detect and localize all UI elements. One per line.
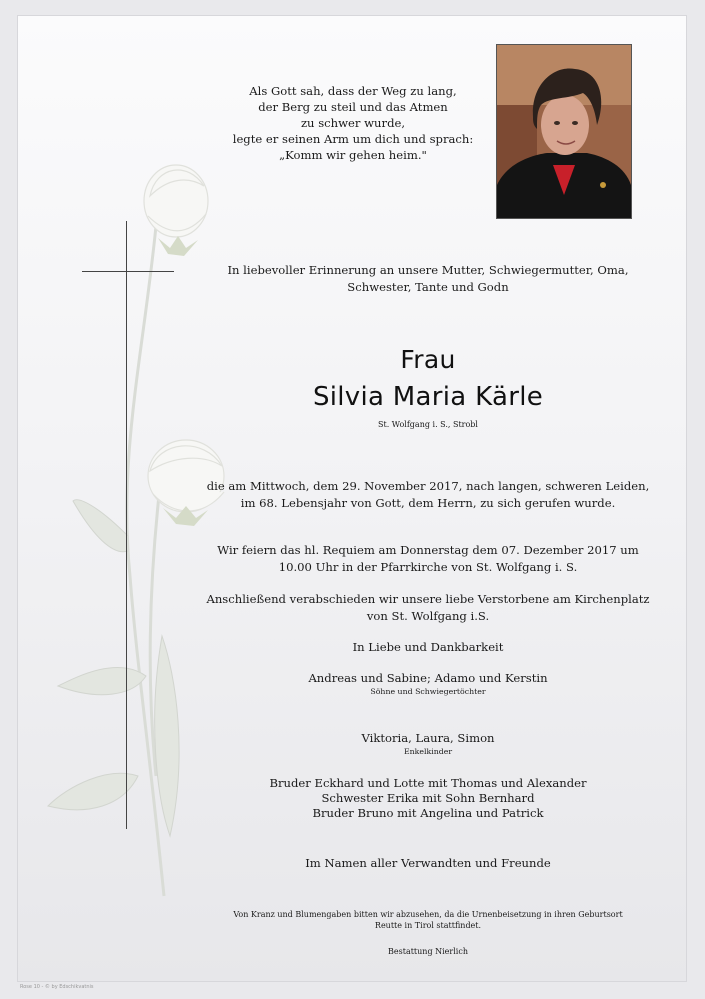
dedication: [198, 262, 658, 296]
memorial-cross: [82, 221, 174, 829]
cross-horizontal-bar: [82, 271, 174, 272]
mourner-relation: Enkelkinder: [403, 747, 453, 756]
dedication-line: In liebevoller Erinnerung an unsere Mutter, Schwiegermutter, Oma,: [227, 263, 629, 277]
requiem-line: 10.00 Uhr in der Pfarrkirche von St. Wolfgang i. S.: [278, 560, 578, 574]
mourner-names: Andreas und Sabine; Adamo und Kerstin: [308, 671, 548, 685]
death-notice-line: die am Mittwoch, dem 29. November 2017, nach langen, schweren Leiden,: [206, 479, 650, 493]
mourner-names: Schwester Erika mit Sohn Bernhard: [321, 791, 535, 805]
poem-line: Als Gott sah, dass der Weg zu lang,: [249, 84, 457, 98]
dedication-line: Schwester, Tante und Godn: [347, 280, 509, 294]
poem-line: zu schwer wurde,: [300, 116, 406, 130]
flower-notice-line: Reutte in Tirol stattfindet.: [374, 921, 482, 930]
mourners-siblings: [194, 776, 662, 821]
deceased-name: Silvia Maria Kärle: [312, 382, 544, 412]
cross-vertical-bar: [126, 221, 127, 829]
closing-line: Im Namen aller Verwandten und Freunde: [305, 856, 551, 870]
farewell-line: von St. Wolfgang i.S.: [366, 609, 490, 623]
farewell-info: [194, 591, 662, 625]
flower-notice: [178, 909, 678, 931]
mourner-relation: Söhne und Schwiegertöchter: [370, 687, 486, 696]
love-line: In Liebe und Dankbarkeit: [352, 640, 504, 654]
funeral-home: Bestattung Nierlich: [388, 947, 468, 956]
salutation: Frau: [400, 345, 456, 374]
flower-notice-line: Von Kranz und Blumengaben bitten wir abzusehen, da die Urnenbeisetzung in ihren Geburtsort: [233, 910, 623, 919]
image-credit: Rose 10 - © by Edschikvatnis: [20, 984, 94, 990]
mourners-grandchildren: [194, 731, 662, 757]
mourners-sons: [194, 671, 662, 697]
mourner-names: Bruder Bruno mit Angelina und Patrick: [312, 806, 544, 820]
obituary-sheet: [18, 16, 686, 981]
memorial-poem: [218, 83, 488, 163]
poem-line: legte er seinen Arm um dich und sprach:: [232, 132, 474, 146]
mourner-names: Viktoria, Laura, Simon: [361, 731, 495, 745]
portrait-photo: [496, 44, 632, 219]
poem-line: der Berg zu steil und das Atmen: [258, 100, 448, 114]
farewell-line: Anschließend verabschieden wir unsere liebe Verstorbene am Kirchenplatz: [206, 592, 650, 606]
death-notice-line: im 68. Lebensjahr von Gott, dem Herrn, zu sich gerufen wurde.: [240, 496, 616, 510]
poem-line: „Komm wir gehen heim.": [279, 148, 427, 162]
mourner-names: Bruder Eckhard und Lotte mit Thomas und Alexander: [269, 776, 587, 790]
deceased-origin: St. Wolfgang i. S., Strobl: [378, 420, 478, 429]
requiem-line: Wir feiern das hl. Requiem am Donnerstag dem 07. Dezember 2017 um: [217, 543, 639, 557]
requiem-info: [194, 542, 662, 576]
death-notice: [194, 478, 662, 512]
